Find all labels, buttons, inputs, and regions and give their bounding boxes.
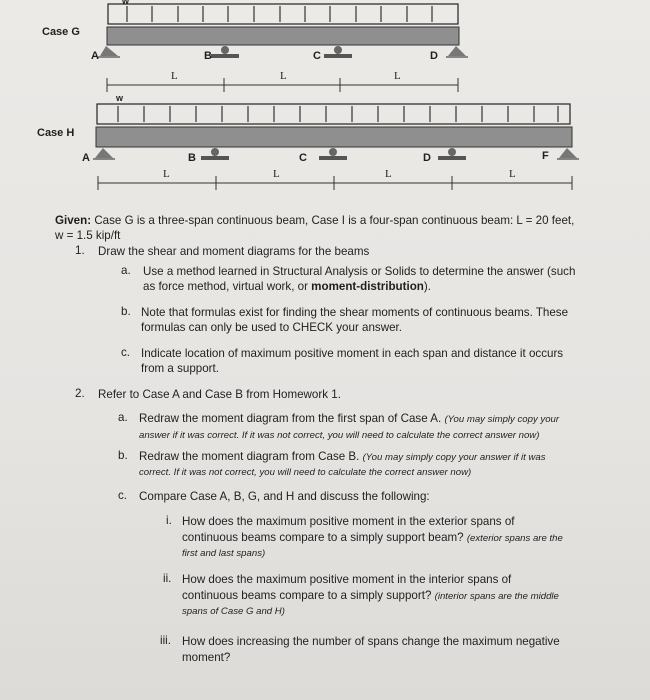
q1-item-a-line-1: Use a method learned in Structural Analysis or Solids to determine the answer (such [143,265,576,278]
case-g-support-c-label: C [313,50,321,62]
q1-item-b-letter: b. [121,305,131,318]
case-g-load-box [108,4,458,24]
given-text: Case G is a three-span continuous beam, Case I is a four-span continuous beam: L = 20 feet, [94,214,575,227]
case-h-support-d [438,148,466,160]
case-h-support-f-label: F [542,150,549,162]
q2-sub-i-note: (exterior spans are the [466,533,563,544]
q2-sub-iii-line-1: How does increasing the number of spans change the maximum negative [182,635,560,648]
case-g-support-d-label: D [430,50,438,62]
case-g-support-a-label: A [91,50,99,62]
q1-item-b-line-1: Note that formulas exist for finding the shear moments of continuous beams. These [141,306,569,319]
q2-item-c-line-1: Compare Case A, B, G, and H and discuss the following: [139,490,430,503]
q2-sub-ii-note: (interior spans are the middle [434,591,559,602]
case-h-label: Case H [37,127,75,139]
q2-sub-i-roman: i. [166,514,172,527]
q1-item-b-line-2: formulas can only be used to CHECK your answer. [141,321,402,334]
case-g-span-label: L [280,70,287,82]
q2-item-a-text: Redraw the moment diagram from the first span of Case A. [139,412,442,425]
case-h-support-a [93,148,115,159]
q2-item-b-note: (You may simply copy your answer if it was [362,452,546,463]
given-line-1 [55,213,640,228]
case-h-support-b-label: B [188,152,196,164]
q1-item-a-prefix: as force method, virtual work, or [143,280,312,293]
case-g-support-b-label: B [204,50,212,62]
q2-item-b-note-2: correct. If it was not correct, you will need to calculate the correct answer now) [139,467,472,478]
q2-sub-i-line-2 [182,530,642,546]
case-h-support-c [319,148,347,160]
case-g-load-arrows [127,6,432,22]
case-h-load-arrows [118,106,558,122]
case-g-support-c [324,46,352,58]
case-h-support-a-label: A [82,152,90,164]
q2-sub-iii-roman: iii. [160,634,171,647]
q2-item-b-letter: b. [118,449,128,462]
q2-sub-ii-line-2 [182,588,642,604]
q1-item-a-line-2 [143,279,431,294]
case-h-beam [96,127,572,147]
case-h-span-label: L [273,168,280,180]
q1-item-a-bold: moment-distribution [311,280,424,293]
case-h-support-f [557,148,579,159]
q2-item-a-letter: a. [118,411,128,424]
q2-sub-ii-roman: ii. [163,572,172,585]
q2-sub-iii-line-2: moment? [182,651,231,664]
q2-item-a-line-1 [139,411,639,427]
question-2-text: Refer to Case A and Case B from Homework 1. [98,388,341,401]
q2-sub-ii-note-2: spans of Case G and H) [182,606,285,617]
case-g-support-d [446,46,468,57]
q2-item-a-note: (You may simply copy your [444,414,560,425]
q2-sub-i-note-2: first and last spans) [182,548,266,559]
case-h-support-b [201,148,229,160]
case-g-support-a [98,46,120,57]
case-g-span-label: L [171,70,178,82]
case-h-span-label: L [163,168,170,180]
q1-item-a-suffix: ). [423,280,431,293]
question-1-number: 1. [75,244,85,257]
case-h-load-box [97,104,570,124]
case-h-load-label: w [116,93,124,103]
case-g-beam [107,27,459,45]
q2-sub-i-line-1: How does the maximum positive moment in the exterior spans of [182,515,515,528]
q1-item-a-letter: a. [121,264,131,277]
question-2-number: 2. [75,387,85,400]
q2-item-c-letter: c. [118,489,128,502]
given-prefix: Given: [55,214,92,227]
q2-sub-ii-line-1: How does the maximum positive moment in the interior spans of [182,573,512,586]
q2-item-b-text: Redraw the moment diagram from Case B. [139,450,360,463]
case-h-support-d-label: D [423,152,431,164]
case-h-support-c-label: C [299,152,307,164]
case-g-support-b [211,46,239,58]
q1-item-c-letter: c. [121,346,131,359]
question-1-text: Draw the shear and moment diagrams for the beams [98,245,370,258]
q2-sub-ii-text: continuous beams compare to a simply support? [182,589,432,602]
case-g-load-label: w [122,0,130,6]
given-line-2: w = 1.5 kip/ft [55,229,121,242]
q1-item-c-line-2: from a support. [141,362,219,375]
case-h-span-label: L [385,168,392,180]
q1-item-c-line-1: Indicate location of maximum positive moment in each span and distance it occurs [141,347,564,360]
case-g-diagram [0,0,650,200]
q2-item-a-note-2: answer if it was correct. If it was not correct, you will need to calculate the correct answer now) [139,430,540,441]
q2-item-b-line-1 [139,449,639,465]
case-h-span-label: L [509,168,516,180]
case-g-label: Case G [42,26,80,38]
q2-sub-i-text: continuous beams compare to a simply support beam? [182,531,464,544]
case-g-span-label: L [394,70,401,82]
